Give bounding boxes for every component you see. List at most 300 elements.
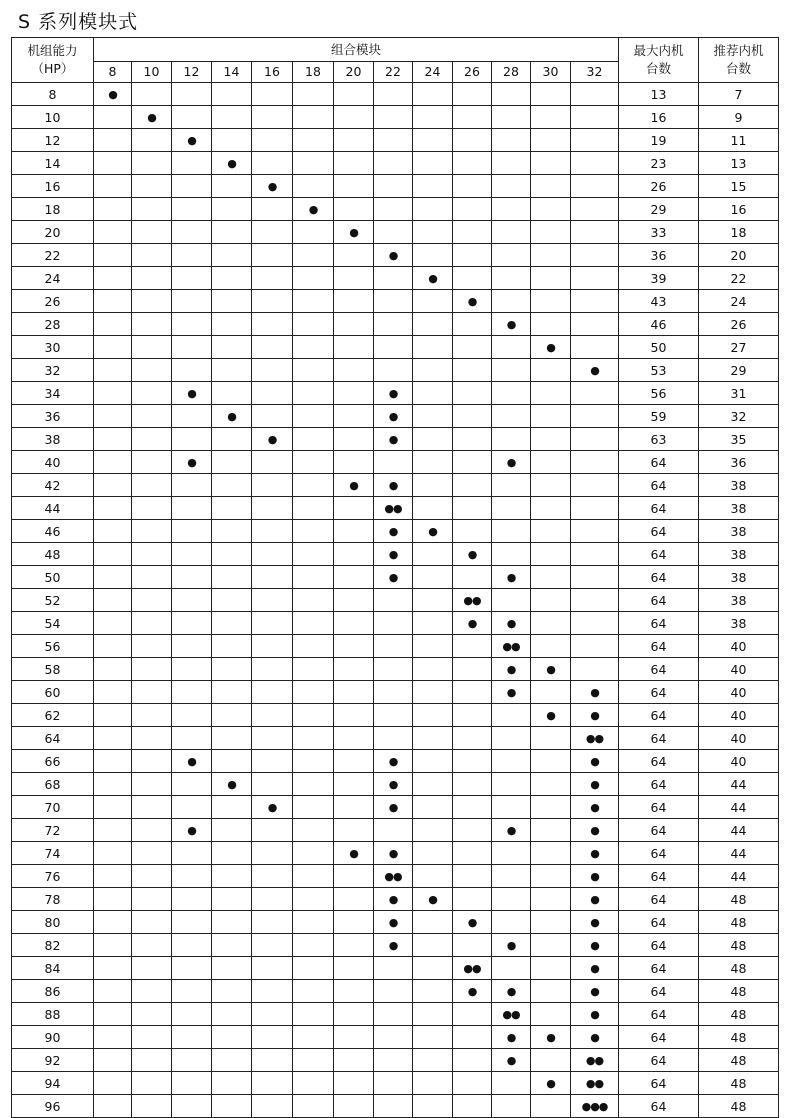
module-cell: [571, 819, 619, 842]
module-cell: [334, 796, 374, 819]
max-units-cell: 64: [619, 796, 699, 819]
module-cell: [94, 865, 132, 888]
capacity-cell: 68: [12, 773, 94, 796]
module-cell: [492, 152, 531, 175]
table-row: [12, 198, 779, 221]
module-cell: [374, 1049, 413, 1072]
module-cell: [293, 382, 334, 405]
module-cell: [94, 888, 132, 911]
module-dot-icon: ●: [546, 709, 555, 722]
module-dot-icon: ●: [187, 456, 196, 469]
module-cell: [132, 796, 172, 819]
module-cell: [531, 635, 571, 658]
module-cell: [94, 842, 132, 865]
module-cell: [571, 1003, 619, 1026]
module-cell: [252, 451, 293, 474]
module-cell: [413, 175, 453, 198]
module-cell: [252, 1095, 293, 1118]
rec-units-cell: 48: [699, 1049, 779, 1072]
module-cell: [212, 957, 252, 980]
module-cell: [172, 313, 212, 336]
module-dot-icon: ●: [388, 755, 398, 768]
max-units-header-line1: 最大内机: [633, 43, 684, 58]
module-cell: [212, 244, 252, 267]
module-cell: [453, 566, 492, 589]
module-cell: [172, 704, 212, 727]
max-units-cell: 64: [619, 635, 699, 658]
rec-units-cell: 20: [699, 244, 779, 267]
module-cell: [172, 1095, 212, 1118]
module-cell: [334, 1049, 374, 1072]
module-cell: [132, 543, 172, 566]
table-row: [12, 543, 779, 566]
module-dot-icon: ●: [546, 341, 555, 354]
module-dot-icon: ●: [506, 617, 516, 630]
module-cell: [293, 1072, 334, 1095]
module-cell: [252, 382, 293, 405]
module-cell: [374, 911, 413, 934]
module-cell: [212, 129, 252, 152]
module-cell: [293, 566, 334, 589]
module-cell: [374, 405, 413, 428]
module-cell: [132, 957, 172, 980]
module-cell: [132, 865, 172, 888]
module-cell: [453, 129, 492, 152]
module-cell: [212, 221, 252, 244]
capacity-cell: 38: [12, 428, 94, 451]
module-size-header: 8: [94, 62, 132, 83]
module-cell: [492, 405, 531, 428]
module-size-header: 32: [571, 62, 619, 83]
module-cell: [453, 290, 492, 313]
module-cell: [94, 727, 132, 750]
module-cell: [492, 175, 531, 198]
module-cell: [374, 1072, 413, 1095]
module-dot-icon: ●: [506, 456, 516, 469]
max-units-header: [619, 38, 699, 83]
module-cell: [374, 980, 413, 1003]
module-cell: [571, 451, 619, 474]
module-cell: [293, 520, 334, 543]
module-cell: [334, 313, 374, 336]
module-cell: [571, 980, 619, 1003]
module-cell: [571, 934, 619, 957]
module-cell: [293, 359, 334, 382]
module-cell: [212, 589, 252, 612]
table-body: [12, 83, 779, 1118]
max-units-cell: 64: [619, 842, 699, 865]
module-cell: [252, 1026, 293, 1049]
max-units-cell: 64: [619, 911, 699, 934]
rec-units-cell: 38: [699, 589, 779, 612]
capacity-header-line1: 机组能力: [27, 43, 78, 58]
module-cell: [453, 980, 492, 1003]
module-cell: [531, 106, 571, 129]
module-cell: [571, 175, 619, 198]
table-row: [12, 106, 779, 129]
module-cell: [374, 1095, 413, 1118]
max-units-cell: 19: [619, 129, 699, 152]
module-cell: [132, 152, 172, 175]
module-cell: [413, 1072, 453, 1095]
module-dot-icon: ●●: [463, 594, 481, 607]
module-cell: [172, 336, 212, 359]
module-cell: [334, 267, 374, 290]
module-cell: [252, 359, 293, 382]
module-cell: [293, 474, 334, 497]
module-dot-icon: ●: [388, 548, 398, 561]
capacity-cell: 84: [12, 957, 94, 980]
module-cell: [374, 221, 413, 244]
max-units-cell: 64: [619, 865, 699, 888]
module-cell: [453, 336, 492, 359]
module-cell: [293, 589, 334, 612]
module-dot-icon: ●: [388, 571, 398, 584]
table-row: [12, 359, 779, 382]
module-cell: [212, 198, 252, 221]
module-cell: [172, 980, 212, 1003]
module-dot-icon: ●●: [502, 640, 520, 653]
max-units-cell: 64: [619, 934, 699, 957]
module-dot-icon: ●: [267, 180, 277, 193]
module-cell: [334, 681, 374, 704]
module-cell: [334, 520, 374, 543]
module-cell: [531, 405, 571, 428]
rec-units-cell: 31: [699, 382, 779, 405]
module-cell: [293, 796, 334, 819]
module-cell: [172, 681, 212, 704]
module-cell: [172, 1026, 212, 1049]
module-cell: [492, 612, 531, 635]
rec-units-cell: 48: [699, 980, 779, 1003]
module-cell: [413, 129, 453, 152]
module-cell: [334, 543, 374, 566]
module-cell: [413, 980, 453, 1003]
module-cell: [94, 1049, 132, 1072]
module-cell: [212, 520, 252, 543]
module-cell: [413, 888, 453, 911]
module-cell: [132, 1026, 172, 1049]
module-cell: [252, 244, 293, 267]
rec-units-cell: 24: [699, 290, 779, 313]
module-cell: [293, 658, 334, 681]
module-cell: [571, 612, 619, 635]
module-cell: [172, 221, 212, 244]
table-row: [12, 773, 779, 796]
module-cell: [531, 175, 571, 198]
module-size-header: 22: [374, 62, 413, 83]
module-cell: [571, 1026, 619, 1049]
rec-units-cell: 38: [699, 520, 779, 543]
module-cell: [571, 681, 619, 704]
module-cell: [212, 405, 252, 428]
module-dot-icon: ●: [506, 985, 516, 998]
module-cell: [453, 198, 492, 221]
capacity-cell: 56: [12, 635, 94, 658]
capacity-cell: 74: [12, 842, 94, 865]
module-cell: [492, 934, 531, 957]
module-cell: [334, 842, 374, 865]
module-dot-icon: ●: [349, 226, 358, 239]
module-cell: [453, 405, 492, 428]
module-cell: [374, 1026, 413, 1049]
module-cell: [94, 313, 132, 336]
module-cell: [453, 543, 492, 566]
module-cell: [212, 842, 252, 865]
module-cell: [334, 451, 374, 474]
module-cell: [531, 1095, 571, 1118]
table-row: [12, 1072, 779, 1095]
rec-units-cell: 38: [699, 474, 779, 497]
capacity-cell: 36: [12, 405, 94, 428]
module-cell: [413, 543, 453, 566]
module-cell: [413, 842, 453, 865]
module-cell: [172, 1049, 212, 1072]
module-dot-icon: ●: [187, 824, 196, 837]
module-cell: [132, 497, 172, 520]
module-cell: [374, 428, 413, 451]
table-row: [12, 1095, 779, 1118]
module-cell: [94, 244, 132, 267]
module-cell: [453, 313, 492, 336]
module-dot-icon: ●: [187, 387, 196, 400]
capacity-cell: 50: [12, 566, 94, 589]
module-cell: [571, 129, 619, 152]
module-cell: [132, 635, 172, 658]
rec-units-cell: 48: [699, 1003, 779, 1026]
module-cell: [571, 520, 619, 543]
module-cell: [453, 635, 492, 658]
rec-units-cell: 40: [699, 681, 779, 704]
module-cell: [571, 566, 619, 589]
module-dot-icon: ●: [147, 111, 156, 124]
module-cell: [531, 658, 571, 681]
module-size-header: 24: [413, 62, 453, 83]
module-cell: [132, 750, 172, 773]
module-dot-icon: ●: [227, 157, 236, 170]
module-cell: [374, 957, 413, 980]
module-cell: [94, 1026, 132, 1049]
max-units-cell: 43: [619, 290, 699, 313]
module-cell: [374, 474, 413, 497]
module-cell: [531, 543, 571, 566]
module-cell: [571, 1049, 619, 1072]
module-cell: [293, 543, 334, 566]
module-dot-icon: ●: [428, 272, 437, 285]
module-dot-icon: ●●: [585, 1054, 604, 1067]
capacity-cell: 18: [12, 198, 94, 221]
module-cell: [453, 773, 492, 796]
capacity-cell: 16: [12, 175, 94, 198]
module-cell: [172, 382, 212, 405]
module-cell: [132, 106, 172, 129]
module-cell: [531, 198, 571, 221]
capacity-cell: 86: [12, 980, 94, 1003]
module-cell: [531, 1026, 571, 1049]
module-cell: [334, 152, 374, 175]
module-dot-icon: ●: [428, 893, 437, 906]
module-cell: [132, 359, 172, 382]
max-units-cell: 64: [619, 750, 699, 773]
rec-units-cell: 48: [699, 1072, 779, 1095]
rec-units-cell: 36: [699, 451, 779, 474]
module-cell: [172, 1003, 212, 1026]
module-dot-icon: ●: [546, 663, 555, 676]
module-cell: [132, 566, 172, 589]
module-cell: [212, 359, 252, 382]
max-units-cell: 53: [619, 359, 699, 382]
module-cell: [252, 1049, 293, 1072]
module-cell: [293, 612, 334, 635]
module-cell: [571, 313, 619, 336]
module-cell: [453, 1049, 492, 1072]
table-row: [12, 566, 779, 589]
module-cell: [492, 382, 531, 405]
module-cell: [413, 198, 453, 221]
max-units-cell: 64: [619, 1049, 699, 1072]
max-units-cell: 64: [619, 980, 699, 1003]
module-dot-icon: ●: [388, 916, 398, 929]
module-cell: [413, 589, 453, 612]
table-row: [12, 980, 779, 1003]
capacity-cell: 42: [12, 474, 94, 497]
module-cell: [413, 382, 453, 405]
capacity-cell: 46: [12, 520, 94, 543]
module-cell: [492, 773, 531, 796]
module-cell: [531, 704, 571, 727]
module-cell: [374, 819, 413, 842]
module-cell: [374, 796, 413, 819]
rec-units-cell: 40: [699, 635, 779, 658]
rec-units-cell: 16: [699, 198, 779, 221]
module-cell: [252, 980, 293, 1003]
module-cell: [94, 819, 132, 842]
module-dot-icon: ●: [590, 1031, 599, 1044]
rec-units-header-line2: 台数: [725, 61, 751, 76]
module-cell: [334, 612, 374, 635]
module-cell: [94, 405, 132, 428]
table-row: [12, 244, 779, 267]
module-cell: [453, 819, 492, 842]
module-cell: [453, 957, 492, 980]
module-cell: [334, 106, 374, 129]
module-cell: [252, 842, 293, 865]
module-cell: [453, 1072, 492, 1095]
module-cell: [132, 83, 172, 106]
module-cell: [334, 934, 374, 957]
module-cell: [531, 359, 571, 382]
module-cell: [453, 796, 492, 819]
table-row: [12, 1003, 779, 1026]
module-cell: [172, 1072, 212, 1095]
module-cell: [94, 635, 132, 658]
capacity-cell: 8: [12, 83, 94, 106]
module-cell: [94, 83, 132, 106]
module-cell: [492, 819, 531, 842]
max-units-cell: 64: [619, 1072, 699, 1095]
module-cell: [132, 428, 172, 451]
module-cell: [492, 957, 531, 980]
module-cell: [132, 681, 172, 704]
module-cell: [453, 934, 492, 957]
module-cell: [571, 106, 619, 129]
module-cell: [531, 267, 571, 290]
module-cell: [132, 520, 172, 543]
module-dot-icon: ●: [590, 686, 599, 699]
module-cell: [334, 773, 374, 796]
module-cell: [334, 129, 374, 152]
module-cell: [293, 980, 334, 1003]
module-cell: [453, 382, 492, 405]
module-dot-icon: ●: [349, 847, 358, 860]
module-cell: [293, 865, 334, 888]
module-cell: [374, 681, 413, 704]
module-cell: [413, 474, 453, 497]
table-row: [12, 175, 779, 198]
module-cell: [413, 566, 453, 589]
module-cell: [334, 175, 374, 198]
module-cell: [132, 589, 172, 612]
module-cell: [413, 1026, 453, 1049]
module-size-header: 10: [132, 62, 172, 83]
module-cell: [413, 244, 453, 267]
module-dot-icon: ●: [388, 410, 398, 423]
module-cell: [132, 382, 172, 405]
module-cell: [172, 566, 212, 589]
max-units-cell: 64: [619, 451, 699, 474]
module-cell: [94, 566, 132, 589]
module-cell: [293, 635, 334, 658]
module-dot-icon: ●: [590, 962, 599, 975]
module-dot-icon: ●: [590, 709, 599, 722]
module-combination-table: [11, 37, 779, 1118]
module-cell: [374, 175, 413, 198]
module-cell: [172, 428, 212, 451]
module-cell: [531, 221, 571, 244]
rec-units-cell: 32: [699, 405, 779, 428]
module-cell: [293, 405, 334, 428]
module-dot-icon: ●: [506, 686, 516, 699]
module-cell: [293, 290, 334, 313]
module-cell: [132, 1095, 172, 1118]
module-cell: [172, 198, 212, 221]
module-cell: [374, 888, 413, 911]
module-dot-icon: ●: [467, 985, 477, 998]
module-cell: [413, 520, 453, 543]
capacity-header-line2: （HP）: [31, 61, 74, 76]
module-cell: [571, 635, 619, 658]
capacity-cell: 32: [12, 359, 94, 382]
module-cell: [172, 911, 212, 934]
module-cell: [413, 267, 453, 290]
rec-units-cell: 26: [699, 313, 779, 336]
module-cell: [212, 1049, 252, 1072]
module-cell: [374, 244, 413, 267]
max-units-cell: 46: [619, 313, 699, 336]
module-dot-icon: ●●: [585, 1077, 604, 1090]
module-cell: [252, 566, 293, 589]
module-cell: [571, 865, 619, 888]
module-cell: [293, 83, 334, 106]
module-cell: [374, 198, 413, 221]
max-units-cell: 39: [619, 267, 699, 290]
module-cell: [571, 888, 619, 911]
modules-header: 组合模块: [94, 38, 619, 62]
rec-units-cell: 40: [699, 704, 779, 727]
module-cell: [94, 543, 132, 566]
module-cell: [492, 704, 531, 727]
module-cell: [334, 428, 374, 451]
